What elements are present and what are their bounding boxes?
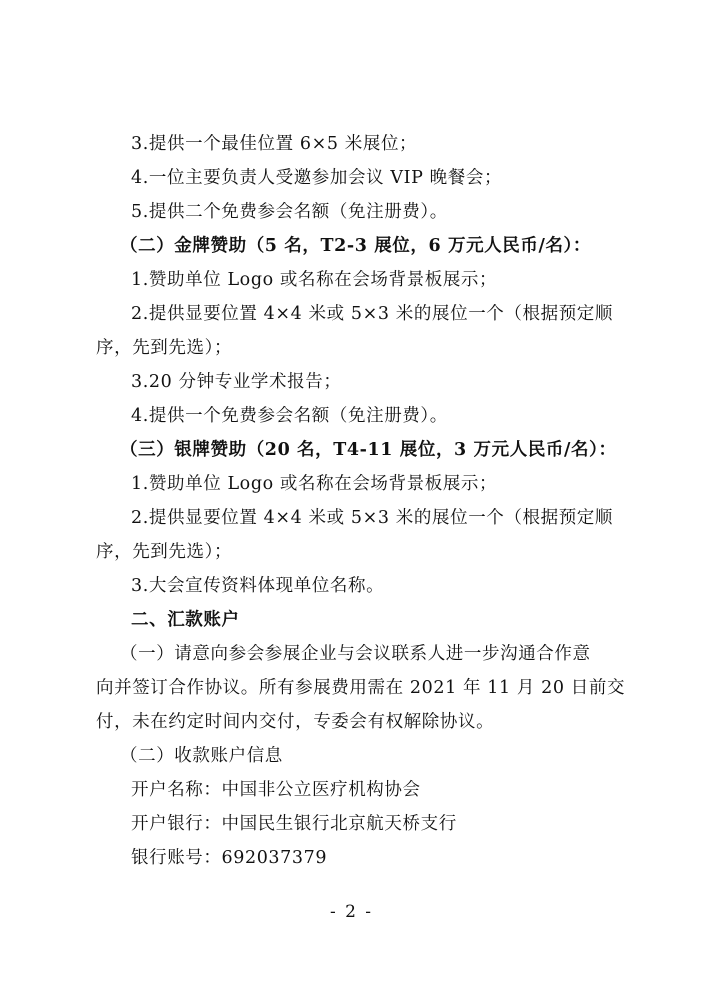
subsection-account-info: （二）收款账户信息 [120, 746, 283, 766]
item-silver-2-cont: 序，先到先选）； [96, 542, 233, 562]
page-number: - 2 - [329, 902, 374, 922]
section-remittance-heading: 二、汇款账户 [131, 610, 240, 630]
item-gold-3: 3.提供一个最佳位置 6×5 米展位； [131, 134, 418, 154]
item-silver-1: 1.赞助单位 Logo 或名称在会场背景板展示； [131, 474, 498, 494]
para-contact-1: （一）请意向参会参展企业与会议联系人进一步沟通合作意 [120, 644, 591, 664]
account-bank: 开户银行：中国民生银行北京航天桥支行 [131, 814, 457, 834]
item-gold-5: 5.提供二个免费参会名额（免注册费）。 [131, 202, 448, 222]
section-silver-sponsor-heading: （三）银牌赞助（20 名，T4-11 展位，3 万元人民币/名）： [120, 440, 617, 460]
account-number: 银行账号：692037379 [131, 848, 328, 868]
para-contact-3: 付，未在约定时间内交付，专委会有权解除协议。 [96, 712, 495, 732]
item-silver-3: 3.大会宣传资料体现单位名称。 [131, 576, 385, 596]
item-silver-2: 2.提供显要位置 4×4 米或 5×3 米的展位一个（根据预定顺 [131, 508, 614, 528]
para-contact-2: 向并签订合作协议。所有参展费用需在 2021 年 11 月 20 日前交 [96, 678, 626, 698]
item-gold-s1: 1.赞助单位 Logo 或名称在会场背景板展示； [131, 270, 498, 290]
item-gold-s3: 3.20 分钟专业学术报告； [131, 372, 342, 392]
item-gold-4: 4.一位主要负责人受邀参加会议 VIP 晚餐会； [131, 168, 503, 188]
account-name: 开户名称：中国非公立医疗机构协会 [131, 780, 421, 800]
section-gold-sponsor-heading: （二）金牌赞助（5 名，T2-3 展位，6 万元人民币/名）： [120, 236, 592, 256]
item-gold-s2-cont: 序，先到先选）； [96, 338, 233, 358]
item-gold-s4: 4.提供一个免费参会名额（免注册费）。 [131, 406, 448, 426]
item-gold-s2: 2.提供显要位置 4×4 米或 5×3 米的展位一个（根据预定顺 [131, 304, 614, 324]
